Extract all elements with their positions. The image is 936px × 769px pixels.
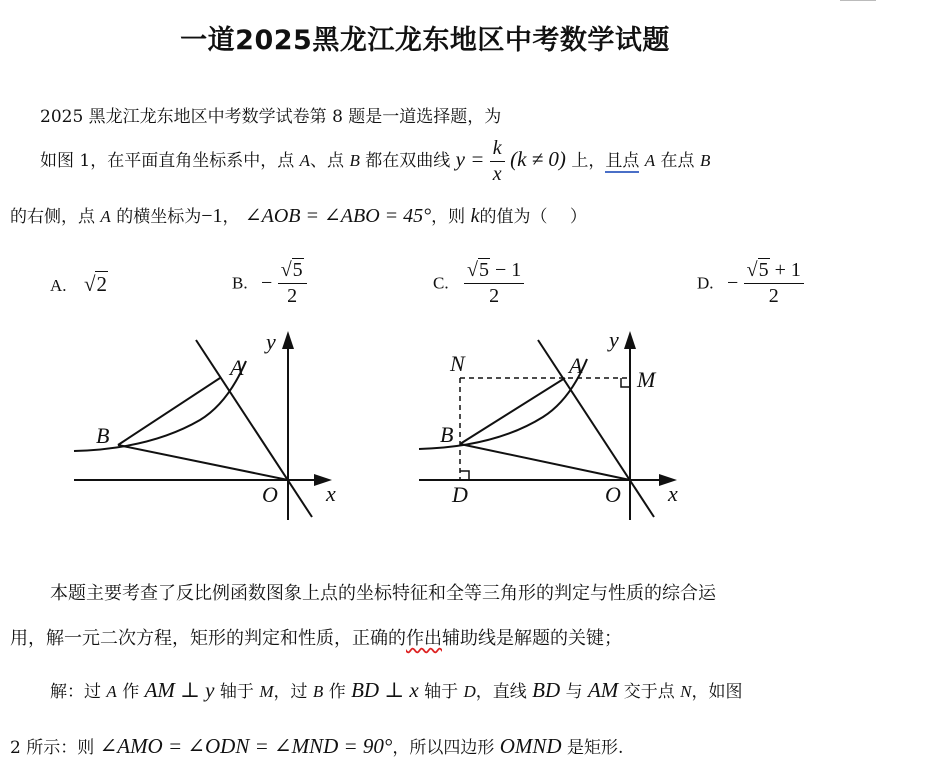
intro-sep: 、点 [310,151,345,171]
fig2-label-m: M [637,367,656,392]
intro-text-3c: ，则 [431,207,466,227]
intro-text-2a: 如图 1，在平面直角坐标系中，点 [40,151,295,171]
fig2-label-y: y [609,327,619,352]
fig1-label-a: A [230,355,244,380]
option-b-fraction [278,258,307,309]
option-b-sign: − [261,272,273,294]
intro-comma: ， [222,207,240,227]
option-b-numerator: √5 [278,258,307,284]
fig1-label-o: O [262,482,278,507]
fig1-line-oa [196,340,312,517]
point-b-label: B [349,151,360,170]
hyperbola-condition: (k ≠ 0) [510,147,566,171]
sol-line2-c: 是矩形. [566,738,624,758]
page-corner-mark [840,0,876,3]
fig1-line-bo [118,445,288,480]
sol-quadrilateral: OMND [499,734,562,758]
intro-text-2b: 都在双曲线 [365,151,451,171]
option-a-label: A. [50,276,67,295]
sol-line2-b: ，所以四边形 [392,738,495,758]
fig2-y-arrow [624,331,636,349]
sol-d: ，过 [273,682,308,702]
option-d-numerator: √5 + 1 [744,258,804,284]
option-d-fraction [744,258,804,309]
point-a-label-2: A [644,151,656,170]
fig2-right-angle-d [460,471,469,480]
intro-text-1: 2025 黑龙江龙东地区中考数学试卷第 8 题是一道选择题，为 [40,107,502,127]
sol-am-perp: AM ⊥ y [144,678,215,702]
intro-line-2 [40,136,710,187]
fig2-line-ab [460,378,565,444]
sol-b: 作 [122,682,140,702]
solution-line-1 [50,677,742,703]
k-variable: k [470,205,480,227]
option-d-numerator-extra: + 1 [769,259,801,281]
point-a-label-3: A [100,207,111,226]
point-b-label-2: B [699,151,711,170]
sol-bd-perp: BD ⊥ x [351,678,419,702]
option-d-sign: − [726,272,739,294]
angle-condition: ∠AOB = ∠ABO = 45° [244,205,432,227]
option-c-denominator: 2 [489,285,500,307]
intro-line-3 [10,202,587,228]
fig2-line-bo [460,444,630,480]
option-c-label: C. [433,273,449,293]
sol-c: 轴于 [219,682,254,702]
sol-j: ，如图 [691,682,743,702]
fig2-label-x: x [668,481,678,506]
sol-point-b: B [312,682,324,701]
option-c-numerator: √5 − 1 [464,258,524,284]
sol-angles: ∠AMO = ∠ODN = ∠MND = 90° [99,734,393,758]
solution-line-2 [10,733,623,759]
figure-2 [405,325,705,530]
sol-am: AM [587,678,619,702]
analysis-text-2a: 用，解一元二次方程，矩形的判定和性质，正确的 [10,628,406,649]
analysis-line-2 [10,624,622,650]
analysis-text-2w: 作出 [406,628,442,649]
intro-line-1 [40,102,501,127]
sol-i: 交于点 [623,682,675,702]
sol-point-d: D [463,682,476,701]
hyperbola-denominator: x [492,163,502,185]
option-c-numerator-extra: − 1 [489,259,522,281]
option-d-radicand: 5 [758,259,769,281]
fig2-label-n: N [450,351,465,376]
fig2-right-angle-m [621,378,630,387]
page-title: 一道2025黑龙江龙东地区中考数学试题 [180,25,670,56]
figure-1 [60,325,360,530]
sol-bd: BD [532,678,561,702]
analysis-line-1 [50,579,716,605]
intro-text-2e: 在点 [660,151,695,171]
analysis-text-1: 本题主要考查了反比例函数图象上点的坐标特征和全等三角形的判定与性质的综合运 [50,583,716,604]
option-a-radicand: 2 [96,272,107,296]
fig1-label-b: B [96,423,110,448]
intro-text-3a: 的右侧，点 [10,207,95,227]
hyperbola-fraction [490,136,505,187]
analysis-text-2b: 辅助线是解题的关键； [442,628,622,649]
sol-g: ，直线 [475,682,527,702]
option-b[interactable] [232,258,307,309]
option-c-fraction [464,258,524,309]
option-b-label: B. [232,273,248,293]
x-coordinate-value: −1 [201,205,223,227]
fig1-label-y: y [266,329,276,354]
sol-a: 解：过 [50,682,101,702]
option-d-denominator: 2 [768,285,779,307]
intro-text-2d: 且点 [605,151,640,171]
fig1-y-arrow [282,331,294,349]
sol-point-a: A [106,682,117,701]
option-c-radicand: 5 [478,259,489,281]
sol-e: 作 [328,682,346,702]
option-d[interactable] [697,258,804,309]
fig2-label-o: O [605,482,621,507]
fig1-label-x: x [326,481,336,506]
sol-line2-a: 2 所示：则 [10,738,95,758]
fig2-label-b: B [440,422,454,447]
hyperbola-numerator: k [490,136,505,162]
point-a-label: A [299,151,311,170]
sol-h: 与 [565,682,583,702]
option-a[interactable] [50,272,108,297]
option-a-value: √2 [83,272,107,296]
sol-point-m: M [259,682,274,701]
intro-text-3d: 的值为（ ） [479,207,587,227]
fig2-label-a: A [569,353,583,378]
fig2-label-d: D [452,482,468,507]
sol-point-n: N [680,682,692,701]
option-c[interactable] [433,258,524,309]
option-b-radicand: 5 [292,259,303,281]
sol-f: 轴于 [424,682,459,702]
intro-text-3b: 的横坐标为 [116,207,202,227]
hyperbola-y: y = [455,147,485,171]
intro-text-2c: 上， [571,151,606,171]
option-b-denominator: 2 [287,285,298,307]
option-d-label: D. [697,273,714,293]
